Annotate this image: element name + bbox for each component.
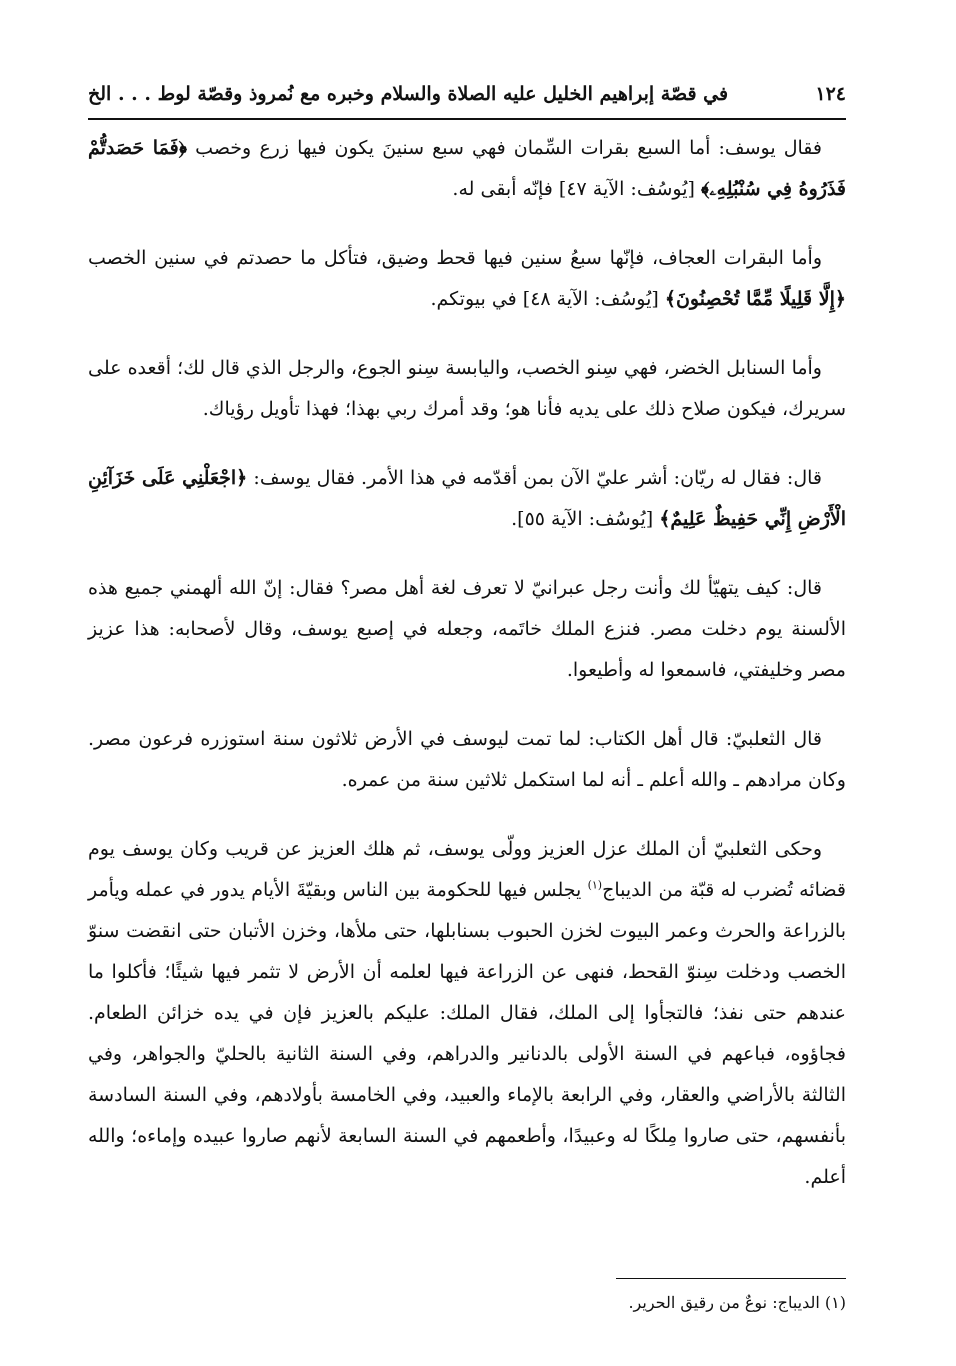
paragraph-4 [88, 458, 846, 540]
footnote [300, 1290, 846, 1316]
footnote-number: (١) [824, 1293, 846, 1312]
paragraph-text: يجلس فيها للحكومة بين الناس وبقيّةَ الأيام يدور في عمله ويأمر بالزراعة والحرث وعمر البيوت لخزن الحبوب بسنابلها، حتى ملأها، وخزن الأتبان حتى انقضت سنوّ الخصب ودخلت سِنوّ القحط، فنهى عن الزراعة فيها لعلمه أن الأرض لا تثمر فيها شيئًا؛ فأكلوا ما عندهم حتى نفذ؛ فالتجأوا إلى الملك، فقال الملك: عليكم بالعزيز فإن في يده خزائن الطعام. فجاؤوه، فباعهم في السنة الأولى بالدنانير والدراهم، وفي السنة الثانية بالحليّ والجواهر، وفي الثالثة بالأراضي والعقار، وفي الرابعة بالإماء والعبيد، وفي الخامسة بأولادهم، وفي السنة السادسة بأنفسهم، حتى صاروا مِلكًا له وعبيدًا، وأطعمهم في السنة السابعة لأنهم صاروا عبيده وإماءه؛ والله أعلم. [88, 879, 847, 1188]
page-header [88, 74, 846, 114]
paragraph-text: قال: كيف يتهيّأ لك وأنت رجل عبرانيّ لا تعرف لغة أهل مصر؟ فقال: إنّ الله ألهمني جميع هذه الألسنة يوم دخلت مصر. فنزع الملك خاتَمه، وجعله في إصبع يوسف، وقال لأصحابه: هذا عزيز مصر وخليفتي، فاسمعوا له وأطيعوا. [88, 577, 846, 681]
verse-citation: [يُوسُف: الآية ٤٧] فإنّه أبقى له. [452, 178, 701, 200]
paragraph-6 [88, 719, 846, 801]
body-text [88, 128, 846, 1216]
paragraph-text: وأما البقرات العجاف، فإنّها سبعُ سنين فيها قحط وضيق، فتأكل ما حصدتم في سنين الخصب [88, 247, 822, 269]
footnote-marker[interactable]: (١) [587, 878, 603, 892]
paragraph-text: قال الثعلبيّ: قال أهل الكتاب: لما تمت ليوسف في الأرض ثلاثون سنة استوزره فرعون مصر. وكان مرادهم ـ والله أعلم ـ أنه لما استكمل ثلاثين سنة من عمره. [88, 728, 846, 791]
header-rule [88, 118, 846, 120]
footnote-text: الديباج: نوعٌ من رقيق الحرير. [628, 1293, 820, 1312]
paragraph-5 [88, 568, 846, 691]
running-title: في قصّة إبراهيم الخليل عليه الصلاة والسلام وخبره مع نُمروذ وقصّة لوط . . . الخ [88, 83, 729, 105]
paragraph-7 [88, 829, 846, 1198]
paragraph-3 [88, 348, 846, 430]
paragraph-text: قال: فقال له ريّان: أشر عليّ الآن بمن أقدّمه في هذا الأمر. فقال يوسف: [247, 467, 822, 489]
paragraph-text: وأما السنابل الخضر، فهي سِنو الخصب، واليابسة سِنو الجوع، والرجل الذي قال لك؛ أقعده على سريرك، فيكون صلاح ذلك على يديه فأنا هو؛ وقد أمرك ربي بهذا؛ فهذا تأويل رؤياك. [88, 357, 846, 420]
paragraph-text: فقال يوسف: أما السبع بقرات السِّمان فهي سبع سنينَ يكون فيها زرع وخصب [195, 137, 822, 159]
page-number: ١٢٤ [815, 83, 846, 105]
paragraph-text: وحكى الثعلبيّ أن الملك عزل العزيز وولّى يوسف، ثم هلك العزيز عن قريب وكان يوسف يوم قضائه تُضرب له قبّة من الديباج [88, 838, 846, 901]
verse-citation: [يُوسُف: الآية ٥٥]. [511, 508, 660, 530]
verse-citation: [يُوسُف: الآية ٤٨] في بيوتكم. [430, 288, 665, 310]
quran-verse: ﴿إِلَّا قَلِيلًا مِّمَّا تُحْصِنُونَ﴾ [664, 288, 846, 310]
quran-verse: ﴿اجْعَلْنِي عَلَى خَزَآئِنِ الْأَرْضِ إِنِّي حَفِيظٌ عَلِيمٌ﴾ [88, 467, 846, 530]
paragraph-1 [88, 128, 846, 210]
footnote-rule [616, 1278, 846, 1279]
quran-verse: ﴿فَمَا حَصَدتُّمْ فَذَرُوهُ فِي سُنْبُلِهِۦ﴾ [88, 137, 846, 200]
paragraph-2 [88, 238, 846, 320]
